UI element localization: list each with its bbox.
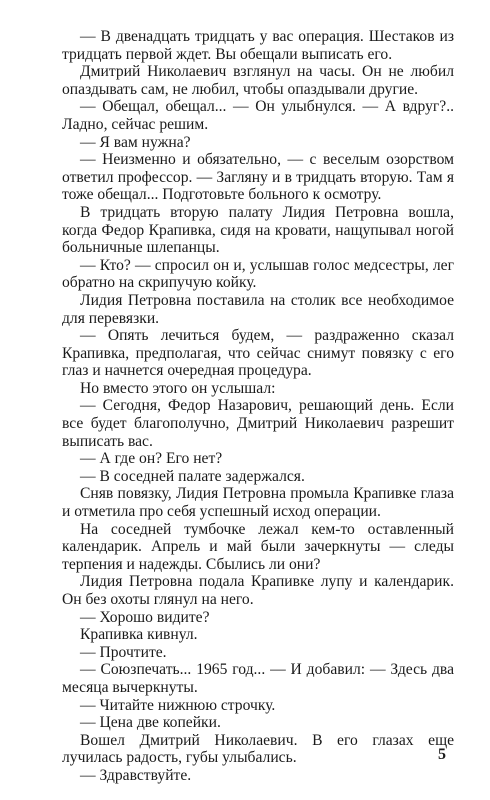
paragraph: На соседней тумбочке лежал кем-то оставленный календарик. Апрель и май были зачеркнуты — следы терпения и надежды. Сбылись ли они? — [62, 520, 454, 573]
paragraph: — Я вам нужна? — [80, 133, 191, 151]
page-text — [62, 28, 454, 785]
paragraph: — Хорошо видите? — [80, 608, 210, 626]
paragraph: Дмитрий Николаевич взглянул на часы. Он не любил опаздывать сам, не любил, чтобы опаздывали другие. — [62, 63, 454, 98]
paragraph: Сняв повязку, Лидия Петровна промыла Крапивке глаза и отметила про себя успешный исход операции. — [62, 485, 454, 521]
paragraph: Крапивка кивнул. — [80, 626, 198, 644]
paragraph: — Цена две копейки. — [80, 714, 221, 732]
paragraph: — В двенадцать тридцать у вас операция. Шестаков из тридцать первой ждет. Вы обещали выписать его. — [62, 28, 454, 63]
paragraph: — Здравствуйте. — [80, 766, 192, 784]
paragraph: Лидия Петровна поставила на столик все необходимое для перевязки. — [62, 291, 454, 327]
paragraph: Вошел Дмитрий Николаевич. В его глазах еще лучилась радость, губы улыбались. — [62, 731, 454, 767]
paragraph: — Опять лечиться будем, — раздраженно сказал Крапивка, предполагая, что сейчас снимут повязку с его глаз и начнется очередная процедура. — [62, 327, 454, 380]
paragraph: — Союзпечать... 1965 год... — И добавил: — Здесь два месяца вычеркнуты. — [62, 661, 454, 696]
paragraph: — А где он? Его нет? — [80, 450, 223, 468]
paragraph: Лидия Петровна подала Крапивке лупу и календарик. Он без охоты глянул на него. — [62, 573, 454, 608]
paragraph: — Неизменно и обязательно, — с веселым озорством ответил профессор. — Загляну и в тридцать вторую. Там я тоже обещал... Подготовьте больного к осмотру. — [62, 151, 454, 204]
paragraph: — Прочтите. — [80, 643, 167, 661]
paragraph: Но вместо этого он услышал: — [80, 379, 276, 397]
page-number: 5 — [438, 746, 446, 763]
paragraph: — Читайте нижнюю строчку. — [80, 696, 276, 714]
paragraph: — В соседней палате задержался. — [80, 467, 305, 485]
paragraph: В тридцать вторую палату Лидия Петровна вошла, когда Федор Крапивка, сидя на кровати, нащупывал ногой больничные шлепанцы. — [62, 203, 454, 257]
paragraph: — Сегодня, Федор Назарович, решающий день. Если все будет благополучно, Дмитрий Николаевич разрешит выписать вас. — [62, 397, 454, 450]
paragraph: — Кто? — спросил он и, услышав голос медсестры, лег обратно на скрипучую койку. — [62, 256, 454, 292]
paragraph: — Обещал, обещал... — Он улыбнулся. — А вдруг?.. Ладно, сейчас решим. — [62, 98, 454, 133]
